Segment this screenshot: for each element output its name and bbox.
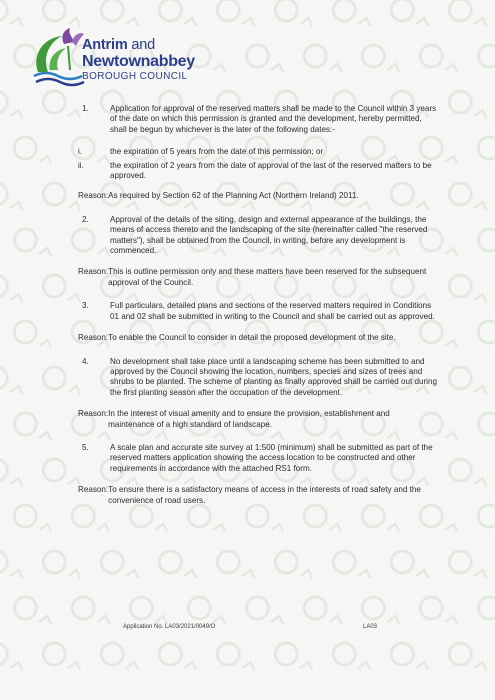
logo-and: and (127, 37, 155, 53)
sub-item-i (78, 147, 438, 157)
condition-5 (78, 443, 438, 474)
condition-text: Application for approval of the reserved matters shall be made to the Council within 3 years of the date on which this permission is granted and the development, hereby permitted, shall be begun by whichever is the later of the following dates:- (110, 104, 437, 134)
condition-number: 3. (82, 301, 89, 311)
reason-text: To ensure there is a satisfactory means of access in the interests of road safety and the convenience of road users. (108, 485, 421, 505)
reason-5 (78, 485, 438, 506)
planning-conditions (78, 104, 438, 506)
reason-1 (78, 191, 438, 201)
condition-text: A scale plan and accurate site survey at 1:500 (minimum) shall be submitted as part of the reserved matters application showing the access location to be constructed and other requirements in accordance with the attached RS1 form. (110, 442, 433, 473)
reason-label: Reason: (78, 191, 109, 201)
logo-line-1 (82, 38, 195, 53)
reason-text: In the interest of visual amenity and to ensure the provision, establishment and maintenance of a high standard of landscape. (108, 409, 390, 429)
reason-label: Reason: (78, 267, 109, 277)
condition-number: 1. (82, 104, 89, 113)
reason-2 (78, 267, 438, 288)
reason-text: As required by Section 62 of the Planning Act (Northern Ireland) 2011. (108, 191, 359, 201)
condition-1 (78, 104, 438, 135)
condition-text: Approval of the details of the siting, design and external appearance of the buildings, the means of access thereto and the landscaping of the site (hereinafter called "the reserved matters"), shall be obtained from the Council, in writing, before any development is commenced. (110, 214, 428, 256)
application-number: Application No. LA03/2021/0049/O (123, 624, 216, 630)
logo-line-2: Newtownabbey (82, 52, 195, 70)
condition-3 (78, 301, 438, 322)
sub-item-numeral: ii. (78, 160, 84, 170)
logo-antrim: Antrim (82, 37, 128, 53)
sub-item-text: the expiration of 5 years from the date of this permission; or (110, 147, 324, 157)
sub-item-ii (78, 161, 438, 182)
reason-label: Reason: (78, 485, 109, 495)
condition-number: 4. (82, 356, 89, 366)
reason-label: Reason: (78, 333, 109, 343)
reason-text: To enable the Council to consider in detail the proposed development of the site. (108, 333, 396, 343)
council-logo (28, 26, 218, 92)
logo-emblem-icon (28, 26, 88, 92)
reason-text: This is outline permission only and these matters have been reserved for the subsequent approval of the Council. (108, 267, 427, 287)
logo-line-3: BOROUGH COUNCIL (82, 70, 188, 82)
condition-4 (78, 357, 438, 399)
condition-text: No development shall take place until a landscaping scheme has been submitted to and approved by the Council showing the location, numbers, species and sizes of trees and shrubs to be planted. The scheme of planting as finally approved shall be carried out during the first planting season after the occupation of the development. (110, 356, 437, 397)
reason-3 (78, 333, 438, 343)
reason-label: Reason: (78, 409, 109, 419)
sub-item-text: the expiration of 2 years from the date of approval of the last of the reserved matters to be approved. (110, 160, 432, 181)
sub-item-numeral: i. (78, 147, 83, 157)
condition-number: 2. (82, 214, 89, 224)
condition-2 (78, 215, 438, 257)
condition-text: Full particulars, detailed plans and sections of the reserved matters required in Conditions 01 and 02 shall be submitted in writing to the Council and shall be carried out as approved. (110, 301, 435, 321)
reason-4 (78, 409, 438, 430)
reference-code: LA03 (363, 624, 378, 630)
logo-wordmark (82, 38, 195, 82)
condition-number: 5. (82, 442, 89, 452)
